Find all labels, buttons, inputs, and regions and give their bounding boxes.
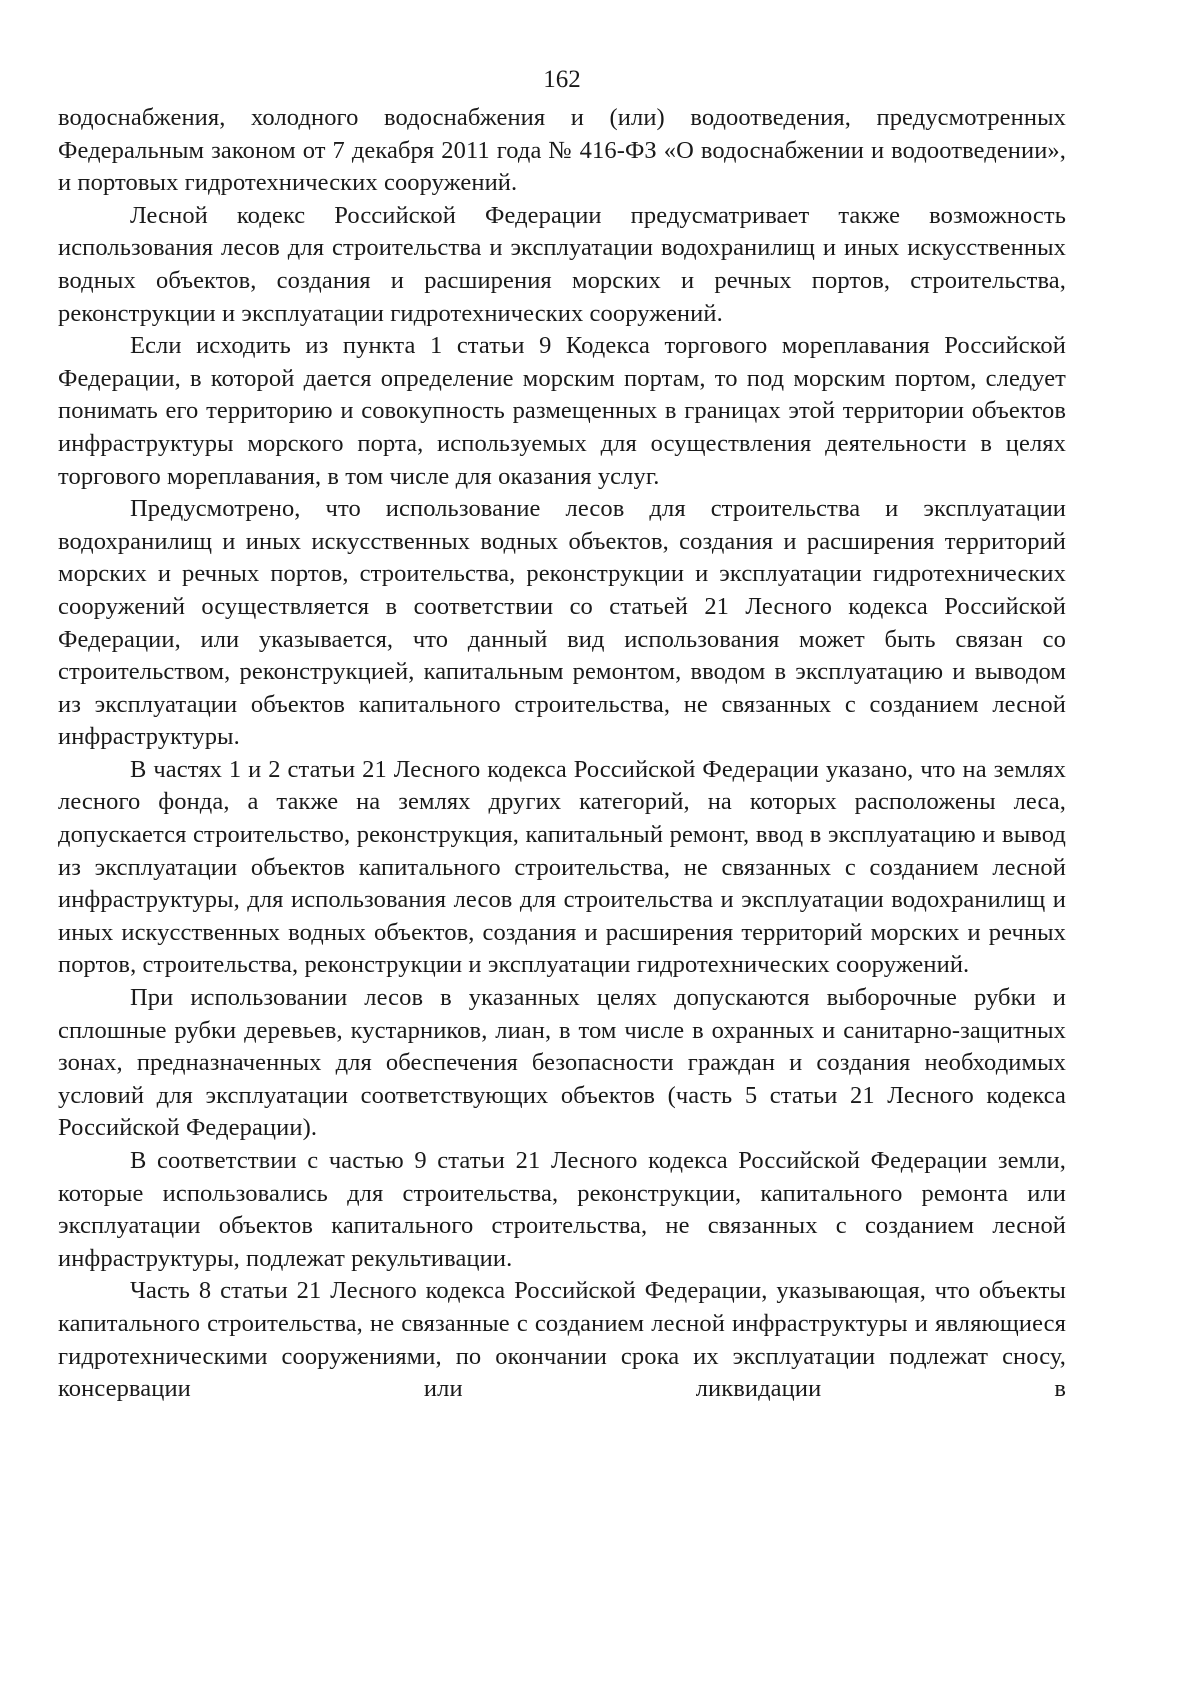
- paragraph-recultivation: В соответствии с частью 9 статьи 21 Лесного кодекса Российской Федерации земли, которые использовались для строительства, реконструкции, капитального ремонта или эксплуатации объектов капитального строительства, не связанных с созданием лесной инфраструктуры, подлежат рекультивации.: [58, 1147, 1066, 1272]
- paragraph-article-21-parts-1-2: В частях 1 и 2 статьи 21 Лесного кодекса Российской Федерации указано, что на землях лесного фонда, а также на землях других категорий, на которых расположены леса, допускается строительство, реконструкция, капитальный ремонт, ввод в эксплуатацию и вывод из эксплуатации объектов капитального строительства, не связанных с созданием лесной инфраструктуры, для использования лесов для строительства и эксплуатации водохранилищ и иных искусственных водных объектов, создания и расширения территорий морских и речных портов, строительства, реконструкции и эксплуатации гидротехнических сооружений.: [58, 755, 1066, 979]
- paragraph-article-21-part-8: Часть 8 статьи 21 Лесного кодекса Российской Федерации, указывающая, что объекты капитального строительства, не связанные с созданием лесной инфраструктуры и являющиеся гидротехническими сооружениями, по окончании срока их эксплуатации подлежат сносу, консервации или ликвидации в: [58, 1277, 1066, 1403]
- paragraph-forest-code-possibility: Лесной кодекс Российской Федерации предусматривает также возможность использования лесов для строительства и эксплуатации водохранилищ и иных искусственных водных объектов, создания и расширения морских и речных портов, строительства, реконструкции и эксплуатации гидротехнических сооружений.: [58, 201, 1066, 327]
- paragraph-continuation: водоснабжения, холодного водоснабжения и (или) водоотведения, предусмотренных Федеральным законом от 7 декабря 2011 года № 416-ФЗ «О водоснабжении и водоотведении», и портовых гидротехнических сооружений.: [58, 104, 1066, 197]
- paragraph-logging-permitted: При использовании лесов в указанных целях допускаются выборочные рубки и сплошные рубки деревьев, кустарников, лиан, в том числе в охранных и санитарно-защитных зонах, предназначенных для обеспечения безопасности граждан и создания необходимых условий для эксплуатации соответствующих объектов (часть 5 статьи 21 Лесного кодекса Российской Федерации).: [58, 984, 1066, 1142]
- paragraph-article-21-reference: Предусмотрено, что использование лесов для строительства и эксплуатации водохранилищ и иных искусственных водных объектов, создания и расширения территорий морских и речных портов, строительства, реконструкции и эксплуатации гидротехнических сооружений осуществляется в соответствии со статьей 21 Лесного кодекса Российской Федерации, или указывается, что данный вид использования может быть связан со строительством, реконструкцией, капитальным ремонтом, вводом в эксплуатацию и выводом из эксплуатации объектов капитального строительства, не связанных с созданием лесной инфраструктуры.: [58, 495, 1066, 751]
- document-page: [58, 64, 1066, 1664]
- page-number: 162: [543, 66, 581, 93]
- paragraph-sea-port-definition: Если исходить из пункта 1 статьи 9 Кодекса торгового мореплавания Российской Федерации, в которой дается определение морским портам, то под морским портом, следует понимать его территорию и совокупность размещенных в границах этой территории объектов инфраструктуры морского порта, используемых для осуществления деятельности в целях торгового мореплавания, в том числе для оказания услуг.: [58, 332, 1066, 490]
